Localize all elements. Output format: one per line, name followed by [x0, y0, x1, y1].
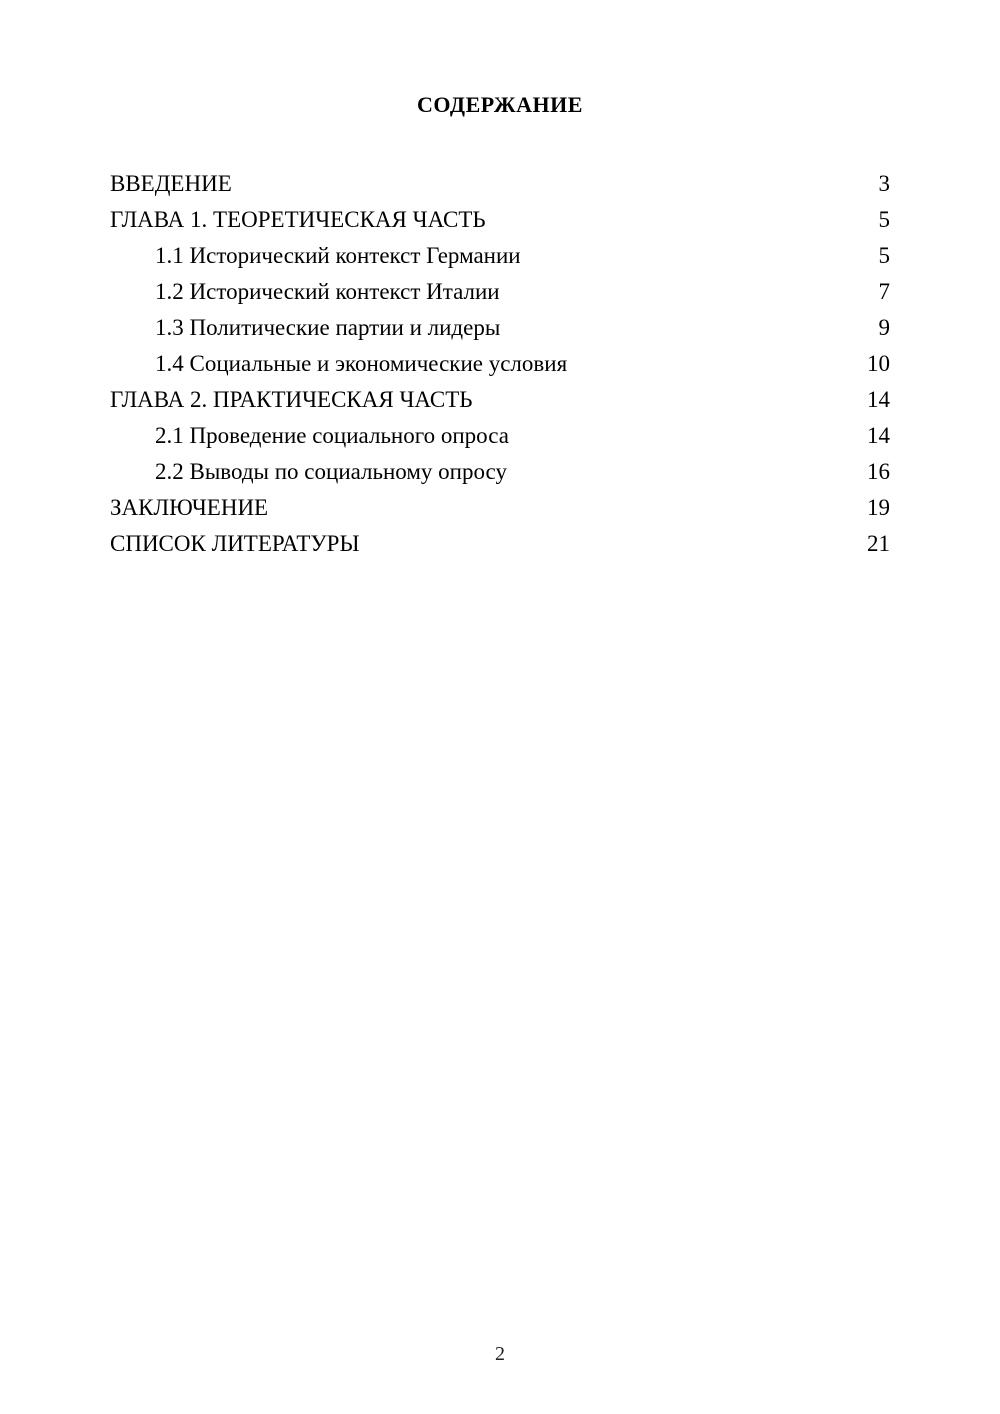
toc-entry-page-number: 16: [867, 459, 890, 484]
toc-entry-label: 2.1 Проведение социального опроса: [155, 423, 509, 448]
toc-entry-label: ВВЕДЕНИЕ: [110, 171, 232, 196]
toc-entry-page-number: 3: [878, 171, 890, 196]
toc-entry-label: 1.4 Социальные и экономические условия: [155, 351, 568, 376]
toc-entry-label: ГЛАВА 2. ПРАКТИЧЕСКАЯ ЧАСТЬ: [110, 387, 473, 412]
toc-entry[interactable]: [110, 238, 890, 274]
toc-entry-page-number: 7: [878, 279, 890, 304]
toc-entry[interactable]: [110, 310, 890, 346]
toc-entry[interactable]: [110, 166, 890, 202]
toc-entry[interactable]: [110, 526, 890, 562]
toc-entry[interactable]: [110, 202, 890, 238]
toc-entry-label: 1.3 Политические партии и лидеры: [155, 315, 501, 340]
toc-entry-page-number: 5: [878, 207, 890, 232]
toc-entry-label: 2.2 Выводы по социальному опросу: [155, 459, 507, 484]
toc-entry-page-number: 19: [867, 495, 890, 520]
toc-entry[interactable]: [110, 418, 890, 454]
toc-entry[interactable]: [110, 490, 890, 526]
toc-entry-page-number: 10: [867, 351, 890, 376]
toc-entry[interactable]: [110, 274, 890, 310]
toc-entry-label: ГЛАВА 1. ТЕОРЕТИЧЕСКАЯ ЧАСТЬ: [110, 207, 486, 232]
toc-entry[interactable]: [110, 346, 890, 382]
toc-entry-page-number: 5: [878, 243, 890, 268]
footer-page-number: 2: [495, 1343, 505, 1365]
toc-entry-page-number: 14: [867, 423, 890, 448]
toc-entry-label: СПИСОК ЛИТЕРАТУРЫ: [110, 531, 360, 556]
toc-entry-label: 1.2 Исторический контекст Италии: [155, 279, 500, 304]
toc-entry[interactable]: [110, 454, 890, 490]
toc-entry-page-number: 14: [867, 387, 890, 412]
toc-entry-label: ЗАКЛЮЧЕНИЕ: [110, 495, 269, 520]
table-of-contents: [110, 166, 890, 562]
page-title: СОДЕРЖАНИЕ: [417, 92, 583, 117]
toc-entry-page-number: 21: [867, 531, 890, 556]
toc-entry[interactable]: [110, 382, 890, 418]
toc-entry-label: 1.1 Исторический контекст Германии: [155, 243, 521, 268]
toc-entry-page-number: 9: [878, 315, 890, 340]
